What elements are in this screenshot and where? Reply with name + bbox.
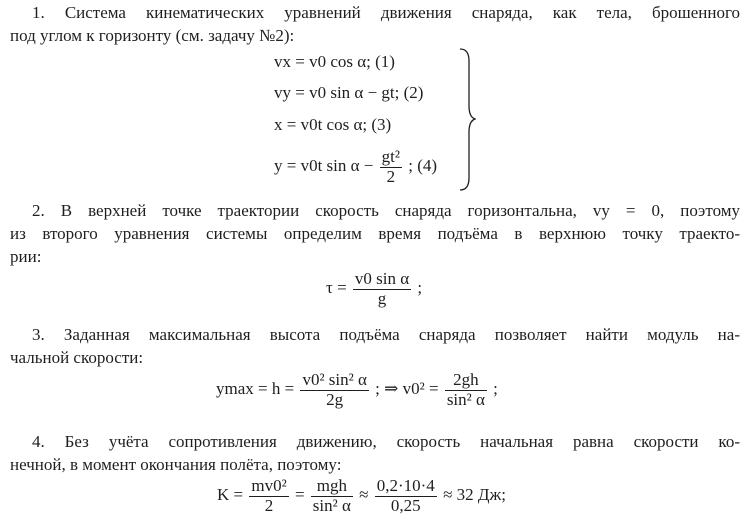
paragraph-4-line-1: 4. Без учёта сопротивления движению, скорость начальная равна скорости ко- <box>32 432 740 451</box>
tau-fraction: $\frac{\text{v0 sin α}}{g}$ <box>354 269 410 308</box>
paragraph-1-line-1: 1. Система кинематических уравнений движения снаряда, как тела, брошенного <box>32 3 740 22</box>
equation-4-fraction: $\frac{\text{gt²}}{2}$ <box>381 147 400 186</box>
k-fraction-2: $\frac{\text{mgh}}{\text{sin² α}}$ <box>312 476 351 515</box>
system-brace <box>458 47 476 192</box>
k-fraction-3: $\frac{0,2\cdot 10\cdot 4}{0,25}$ <box>376 476 435 515</box>
equation-1: vx = v0 cos α; (1) <box>274 52 395 71</box>
paragraph-4-line-2: нечной, в момент окончания полёта, поэтому: <box>10 455 342 474</box>
equation-3: x = v0t cos α; (3) <box>274 115 392 134</box>
paragraph-2-line-2: из второго уравнения системы определим время подъёма в верхнюю точку траекто- <box>10 224 740 243</box>
paragraph-3-line-2: чальной скорости: <box>10 348 144 367</box>
paragraph-3-line-1: 3. Заданная максимальная высота подъёма снаряда позволяет найти модуль на- <box>32 325 740 344</box>
paragraph-2-line-1: 2. В верхней точке траектории скорость снаряда горизонтальна, vy = 0, поэтому <box>32 201 740 220</box>
ymax-fraction: $\frac{\text{v0² sin² α}}{2g}$ <box>302 370 367 409</box>
k-fraction-1: $\frac{\text{mv0²}}{2}$ <box>251 476 287 515</box>
equation-2: vy = v0 sin α − gt; (2) <box>274 83 424 102</box>
paragraph-1-line-2: под углом к горизонту (см. задачу №2): <box>10 26 295 45</box>
v0-fraction: $\frac{2gh}{\text{sin² α}}$ <box>446 370 485 409</box>
equation-4: y = v0t sin α − $\frac{\text{gt²}}{2}$ ; (4) <box>274 147 438 186</box>
paragraph-2-line-3: рии: <box>10 247 42 266</box>
ymax-equation: ymax = h = $\frac{\text{v0² sin² α}}{2g}$ ; ⇒ v0² = $\frac{2gh}{\text{sin² α}}$ ; <box>216 370 498 409</box>
kinetic-energy-equation: K = $\frac{\text{mv0²}}{2}$ = $\frac{\text{mgh}}{\text{sin² α}}$ ≈ $\frac{0,2\cdot 10\cdot 4}{0,25}$ ≈ 32 Дж; <box>217 476 506 515</box>
tau-equation: τ = $\frac{\text{v0 sin α}}{g}$ ; <box>326 269 423 308</box>
